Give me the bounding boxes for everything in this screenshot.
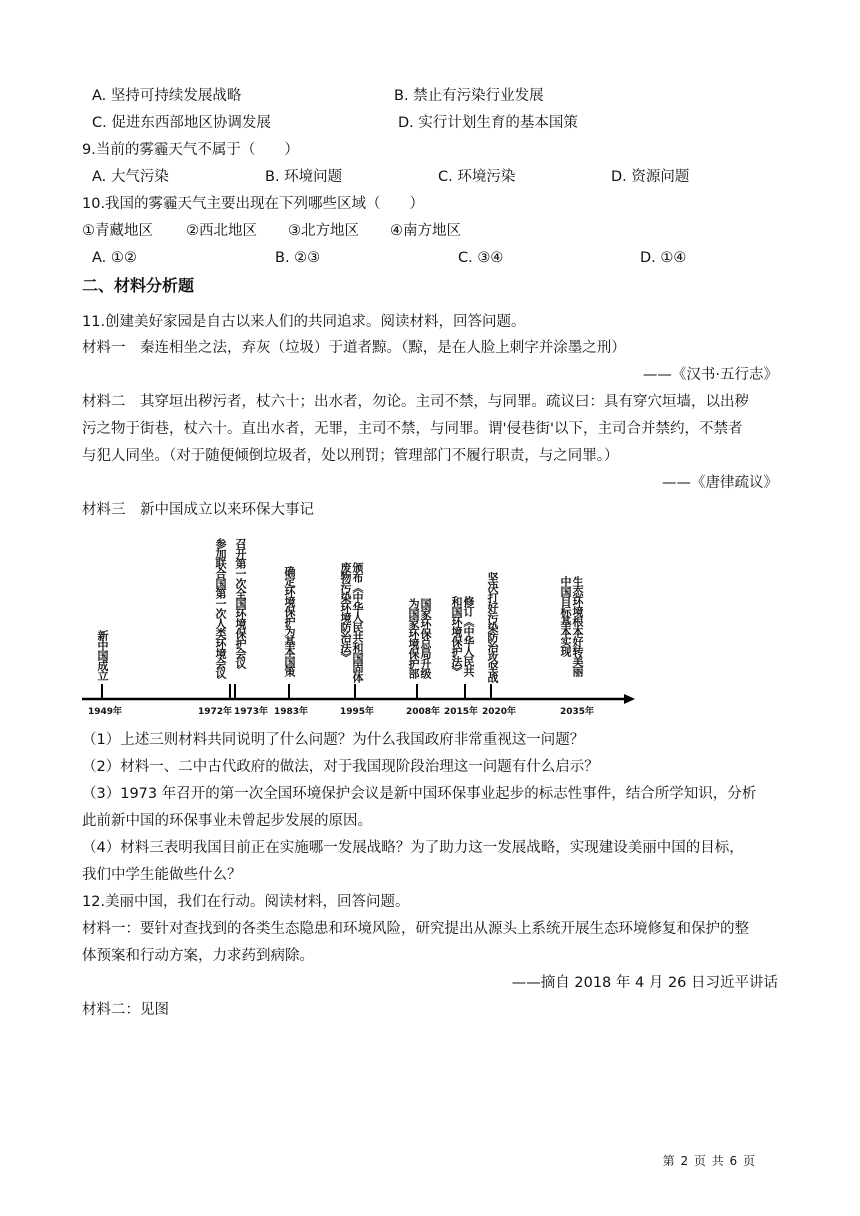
q9-option-d: D. 资源问题	[611, 169, 690, 185]
timeline-event-1949: 新中国成立	[96, 630, 109, 680]
q10-option-a: A. ①②	[92, 250, 137, 266]
timeline-year-1949: 1949年	[88, 707, 123, 717]
timeline-year-1972: 1972年	[198, 707, 233, 717]
q10-item-1: ①青藏地区	[82, 223, 153, 239]
q11-question-2: （2）材料一、二中古代政府的做法，对于我国现阶段治理这一问题有什么启示？	[82, 759, 599, 775]
timeline-year-1995: 1995年	[340, 707, 375, 717]
q11-material-2-line-1: 材料二 其穿垣出秽污者，杖六十；出水者，勿论。主司不禁，与同罪。疏议曰：具有穿穴垣墙，以出秽	[82, 394, 749, 410]
q10-item-2: ②西北地区	[186, 223, 257, 239]
timeline-event-1995: 颁布《中华人民共和国固体废物污染环境防治法》	[339, 562, 364, 682]
q10-option-b: B. ②③	[275, 250, 321, 266]
environment-timeline	[82, 536, 642, 726]
timeline-event-1983: 确定环境保护为基本国策	[283, 566, 296, 676]
timeline-event-2015: 修订《中华人民共和国环境保护法》	[450, 596, 475, 676]
q11-question-4-line-2: 我们中学生能做些什么？	[82, 867, 242, 883]
q12-material-1-source: ——摘自 2018 年 4 月 26 日习近平讲话	[511, 975, 778, 991]
q11-material-2-source: ——《唐律疏议》	[662, 475, 778, 491]
q9-option-b: B. 环境问题	[265, 169, 343, 185]
q9-stem: 9.当前的雾霾天气不属于（ ）	[82, 142, 299, 158]
timeline-event-2008: 国家环保总局升级为国家环境保护部	[407, 598, 432, 678]
timeline-year-1983: 1983年	[274, 707, 309, 717]
q9-option-c: C. 环境污染	[438, 169, 516, 185]
timeline-event-1972: 参加联合国第一次人类环境会议	[214, 538, 227, 678]
q11-question-1: （1）上述三则材料共同说明了什么问题？为什么我国政府非常重视这一问题？	[82, 732, 585, 748]
timeline-event-2020: 坚决打好污染防治攻坚战	[486, 572, 499, 682]
q12-material-2: 材料二：见图	[82, 1002, 169, 1018]
q11-stem: 11.创建美好家园是自古以来人们的共同追求。阅读材料，回答问题。	[82, 314, 526, 330]
q11-material-1: 材料一 秦连相坐之法，弃灰（垃圾）于道者黥。（黥，是在人脸上刺字并涂墨之刑）	[82, 340, 626, 356]
timeline-year-2020: 2020年	[482, 707, 517, 717]
q11-material-2-line-2: 污之物于街巷，杖六十。直出水者，无罪，主司不禁，与同罪。谓'侵巷街'以下，主司合并禁约，不禁者	[82, 421, 743, 437]
q11-question-3-line-2: 此前新中国的环保事业未曾起步发展的原因。	[82, 813, 372, 829]
q8-option-a: A. 坚持可持续发展战略	[92, 88, 242, 104]
q10-stem: 10.我国的雾霾天气主要出现在下列哪些区域（ ）	[82, 196, 425, 212]
timeline-event-2035: 生态环境根本好转美丽中国目标基本实现	[559, 576, 584, 676]
timeline-year-1973: 1973年	[234, 707, 269, 717]
q11-material-1-source: ——《汉书·五行志》	[642, 367, 778, 383]
q12-material-1-line-1: 材料一：要针对查找到的各类生态隐患和环境风险，研究提出从源头上系统开展生态环境修复和保护的整	[82, 921, 749, 937]
q10-option-c: C. ③④	[458, 250, 504, 266]
q8-option-c: C. 促进东西部地区协调发展	[92, 115, 271, 131]
q12-stem: 12.美丽中国，我们在行动。阅读材料，回答问题。	[82, 894, 410, 910]
section-title: 二、材料分析题	[82, 276, 195, 295]
q10-option-d: D. ①④	[640, 250, 687, 266]
q9-option-a: A. 大气污染	[92, 169, 169, 185]
q11-question-3-line-1: （3）1973 年召开的第一次全国环境保护会议是新中国环保事业起步的标志性事件，结合所学知识，分析	[82, 786, 757, 802]
q8-option-b: B. 禁止有污染行业发展	[394, 88, 544, 104]
timeline-event-1973: 召开第一次全国环境保护会议	[234, 538, 247, 668]
timeline-year-2035: 2035年	[560, 707, 595, 717]
q11-material-2-line-3: 与犯人同坐。（对于随便倾倒垃圾者，处以刑罚；管理部门不履行职责，与之同罪。）	[82, 448, 619, 464]
q11-question-4-line-1: （4）材料三表明我国目前正在实施哪一发展战略？为了助力这一发展战略，实现建设美丽中国的目标，	[82, 840, 744, 856]
timeline-year-2008: 2008年	[406, 707, 441, 717]
q10-item-3: ③北方地区	[288, 223, 359, 239]
q12-material-1-line-2: 体预案和行动方案，力求药到病除。	[82, 948, 314, 964]
timeline-year-2015: 2015年	[444, 707, 479, 717]
q11-material-3: 材料三 新中国成立以来环保大事记	[82, 502, 314, 518]
q8-option-d: D. 实行计划生育的基本国策	[398, 115, 578, 131]
q10-item-4: ④南方地区	[390, 223, 461, 239]
page-number: 第 2 页 共 6 页	[662, 1154, 756, 1168]
